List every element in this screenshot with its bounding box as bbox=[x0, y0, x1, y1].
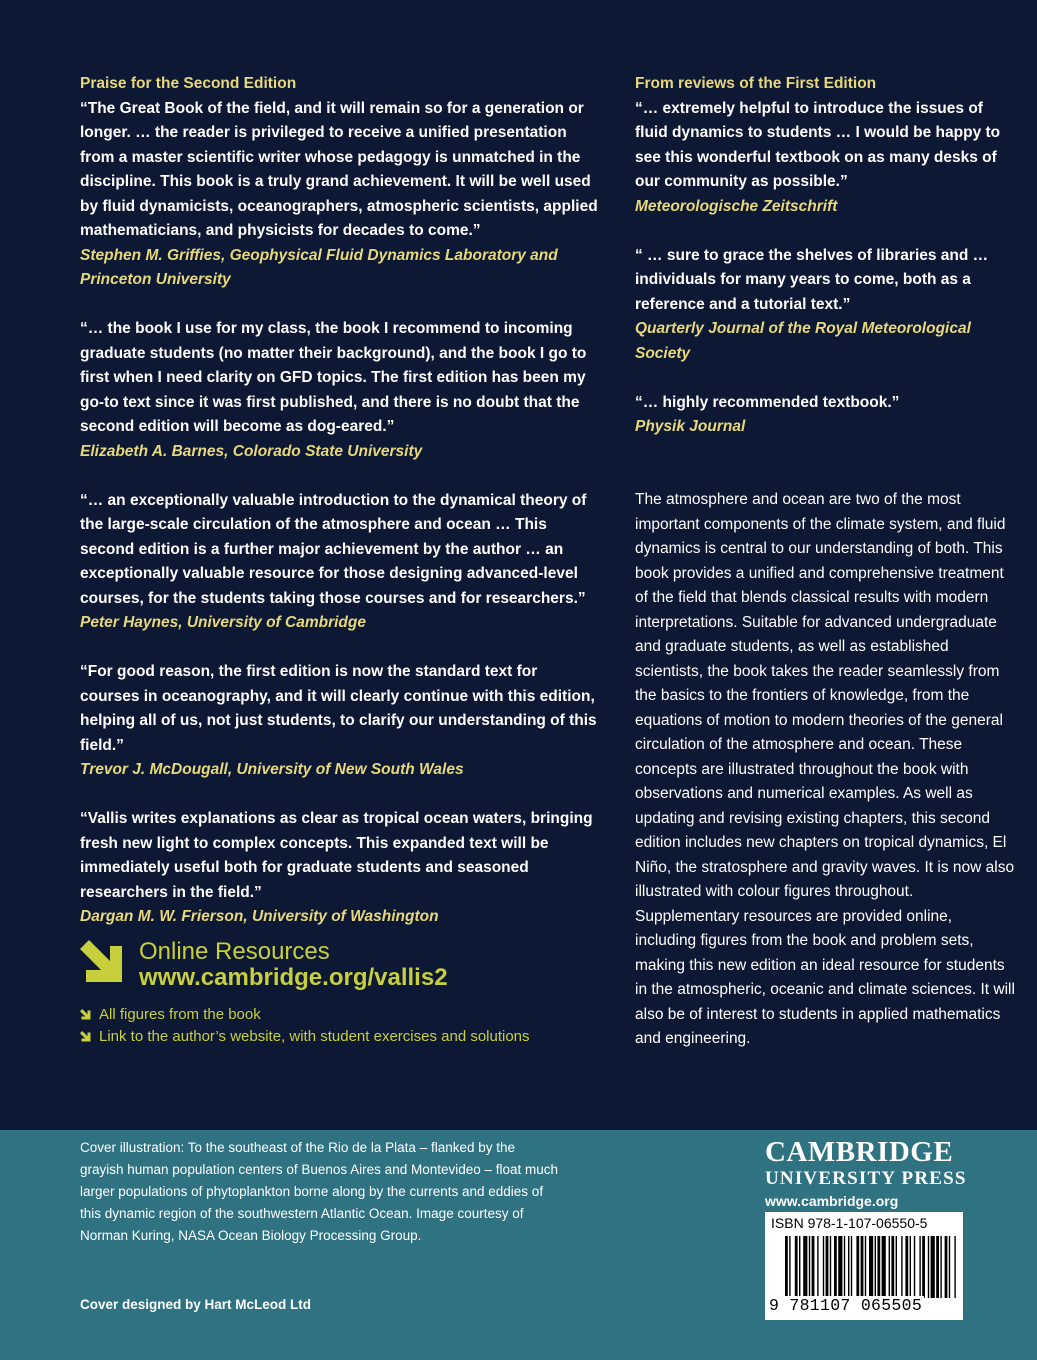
barcode-bar bbox=[812, 1236, 815, 1298]
quote-text: “The Great Book of the field, and it will remain so for a generation or longer. … the reader is privileged to receive a unified presentation from a master scientific writer whose pedagogy is unmatched in the discipline. This book is a truly grand achievement. It will be well used by fluid dynamicists, oceanographers, atmospheric scientists, applied mathematicians, and physicists for decades to come.” bbox=[80, 99, 598, 239]
barcode-bar bbox=[922, 1236, 925, 1298]
quote-source: Meteorologische Zeitschrift bbox=[635, 197, 838, 215]
quote-block bbox=[635, 391, 1015, 440]
praise-second-edition-column bbox=[80, 72, 600, 954]
quote-text: “… an exceptionally valuable introduction to the dynamical theory of the large-scale circulation of the atmosphere and ocean … This second edition is a further major achievement by the author … an exceptionally valuable resource for those designing advanced-level courses, for the students taking those courses and for researchers.” bbox=[80, 491, 587, 607]
barcode-digits: 9 781107 065505 bbox=[769, 1296, 923, 1315]
quote-block bbox=[635, 244, 1015, 367]
footer-band bbox=[0, 1130, 1037, 1360]
online-resource-item[interactable] bbox=[80, 1026, 530, 1048]
publisher-name-line1: CAMBRIDGE bbox=[765, 1136, 954, 1168]
barcode-bar bbox=[865, 1236, 866, 1298]
barcode-bar bbox=[826, 1236, 829, 1298]
barcode-bar bbox=[817, 1236, 818, 1298]
quote-block bbox=[80, 97, 600, 293]
quote-text: “ … sure to grace the shelves of libraries and … individuals for many years to come, both as a reference and a tutorial text.” bbox=[635, 246, 989, 313]
quote-source: Trevor J. McDougall, University of New South Wales bbox=[80, 761, 464, 778]
quote-source: Dargan M. W. Frierson, University of Washington bbox=[80, 908, 439, 925]
barcode-bar bbox=[869, 1236, 873, 1298]
quote-source: Physik Journal bbox=[635, 418, 746, 435]
section-heading-reviews: From reviews of the First Edition bbox=[635, 75, 877, 92]
barcode-bar bbox=[809, 1236, 810, 1298]
quote-text: “Vallis writes explanations as clear as tropical ocean waters, bringing fresh new light to complex concepts. This expanded text will be immediately useful both for graduate students and seasoned researchers in the field.” bbox=[80, 810, 593, 901]
barcode-bar bbox=[954, 1236, 955, 1298]
online-resource-item[interactable] bbox=[80, 1004, 530, 1026]
quote-block bbox=[80, 807, 600, 930]
barcode-bar bbox=[901, 1236, 902, 1298]
quote-block bbox=[635, 97, 1015, 220]
publisher-name-line2: UNIVERSITY PRESS bbox=[765, 1168, 967, 1189]
online-resources-title: Online Resources bbox=[139, 938, 330, 965]
online-resource-item-label: Link to the author’s website, with student exercises and solutions bbox=[99, 1028, 530, 1045]
barcode-bar bbox=[919, 1236, 920, 1298]
first-edition-reviews-column bbox=[635, 72, 1015, 464]
isbn-number: ISBN 978-1-107-06550-5 bbox=[771, 1215, 928, 1231]
barcode-bar bbox=[905, 1236, 908, 1298]
barcode-bar bbox=[789, 1236, 790, 1298]
quote-text: “… extremely helpful to introduce the issues of fluid dynamics to students … I would be happy to see this wonderful textbook on as many desks of our community as possible.” bbox=[635, 99, 1001, 190]
barcode-bar bbox=[875, 1236, 876, 1298]
barcode-bar bbox=[889, 1236, 890, 1298]
barcode-bar bbox=[795, 1236, 798, 1298]
barcode-bar bbox=[834, 1236, 837, 1298]
barcode-bar bbox=[830, 1236, 831, 1298]
barcode-bar bbox=[940, 1236, 941, 1298]
barcode-bar bbox=[882, 1236, 886, 1298]
barcode-bar bbox=[838, 1236, 842, 1298]
quote-source: Peter Haynes, University of Cambridge bbox=[80, 614, 366, 631]
quote-text: “For good reason, the first edition is now the standard text for courses in oceanography, and it will clearly continue with this edition, helping all of us, not just students, to clarify our understanding of this field.” bbox=[80, 663, 597, 754]
quote-text: “… highly recommended textbook.” bbox=[635, 393, 900, 411]
quote-source: Quarterly Journal of the Royal Meteorological Society bbox=[635, 320, 971, 362]
publisher-logo bbox=[765, 1136, 965, 1212]
quote-block bbox=[80, 317, 600, 464]
quote-block bbox=[80, 489, 600, 636]
quote-text: “… the book I use for my class, the book I recommend to incoming graduate students (no matter their background), and the book I go to first when I need clarity on GFD topics. The first edition has been my go-to text since it was first published, and there is no doubt that the second edition will become as dog-eared.” bbox=[80, 320, 587, 435]
online-resource-item-label: All figures from the book bbox=[99, 1006, 261, 1023]
barcode-bar bbox=[910, 1236, 911, 1298]
quote-source: Stephen M. Griffies, Geophysical Fluid Dynamics Laboratory and Princeton University bbox=[80, 246, 558, 288]
barcode-bar bbox=[861, 1236, 864, 1298]
barcode-bar bbox=[945, 1236, 948, 1298]
barcode-bar bbox=[877, 1236, 880, 1298]
publisher-url[interactable]: www.cambridge.org bbox=[765, 1193, 899, 1209]
section-heading-praise: Praise for the Second Edition bbox=[80, 75, 297, 92]
barcode-bar bbox=[785, 1236, 788, 1298]
barcode-bar bbox=[823, 1236, 824, 1298]
barcode-bar bbox=[844, 1236, 845, 1298]
book-description: The atmosphere and ocean are two of the most important components of the climate system, and fluid dynamics is central to our understanding of both. This book provides a unified and comprehensive treatment of the field that blends classical results with modern interpretations. Suitable for advanced undergraduate and graduate students, as well as established scientists, the book takes the reader seamlessly from the basics to the frontiers of knowledge, from the equations of motion to modern theories of the general circulation of the atmosphere and ocean. These concepts are illustrated throughout the book with observations and numerical examples. As well as updating and revising existing chapters, this second edition includes new chapters on tropical dynamics, El Niño, the stratosphere and gravity waves. It is now also illustrated with colour figures throughout. Supplementary resources are provided online, including figures from the book and problem sets, making this new edition an ideal resource for students in the atmospheric, oceanic and climate sciences. It will also be of interest to students in applied mathematics and engineering. bbox=[635, 491, 1015, 1047]
arrow-down-right-icon bbox=[80, 940, 128, 988]
online-resources-url[interactable]: www.cambridge.org/vallis2 bbox=[139, 964, 448, 991]
barcode-bar bbox=[896, 1236, 897, 1298]
arrow-down-right-icon bbox=[80, 1031, 92, 1043]
quote-source: Elizabeth A. Barnes, Colorado State University bbox=[80, 442, 423, 460]
barcode-bar bbox=[891, 1236, 894, 1298]
barcode-bar bbox=[914, 1236, 915, 1298]
online-resources-list bbox=[80, 1004, 530, 1048]
barcode-bar bbox=[949, 1236, 950, 1298]
barcode-bar bbox=[856, 1236, 859, 1298]
cover-designer-credit: Cover designed by Hart McLeod Ltd bbox=[80, 1297, 312, 1312]
barcode-bar bbox=[848, 1236, 849, 1298]
barcode-bar bbox=[851, 1236, 852, 1298]
barcode-bar bbox=[928, 1236, 929, 1298]
barcode-bar bbox=[799, 1236, 800, 1298]
cover-illustration-credit: Cover illustration: To the southeast of the Rio de la Plata – flanked by the grayish human population centers of Buenos Aires and Montevideo – float much larger populations of phytoplankton borne along by the currents and eddies of this dynamic region of the southwestern Atlantic Ocean. Image courtesy of Norman Kuring, NASA Ocean Biology Processing Group. bbox=[80, 1140, 559, 1243]
quote-block bbox=[80, 660, 600, 783]
barcode-bar bbox=[931, 1236, 935, 1298]
barcode-bar bbox=[803, 1236, 807, 1298]
isbn-barcode bbox=[765, 1212, 963, 1320]
arrow-down-right-icon bbox=[80, 1009, 92, 1021]
barcode-bar bbox=[936, 1236, 939, 1298]
